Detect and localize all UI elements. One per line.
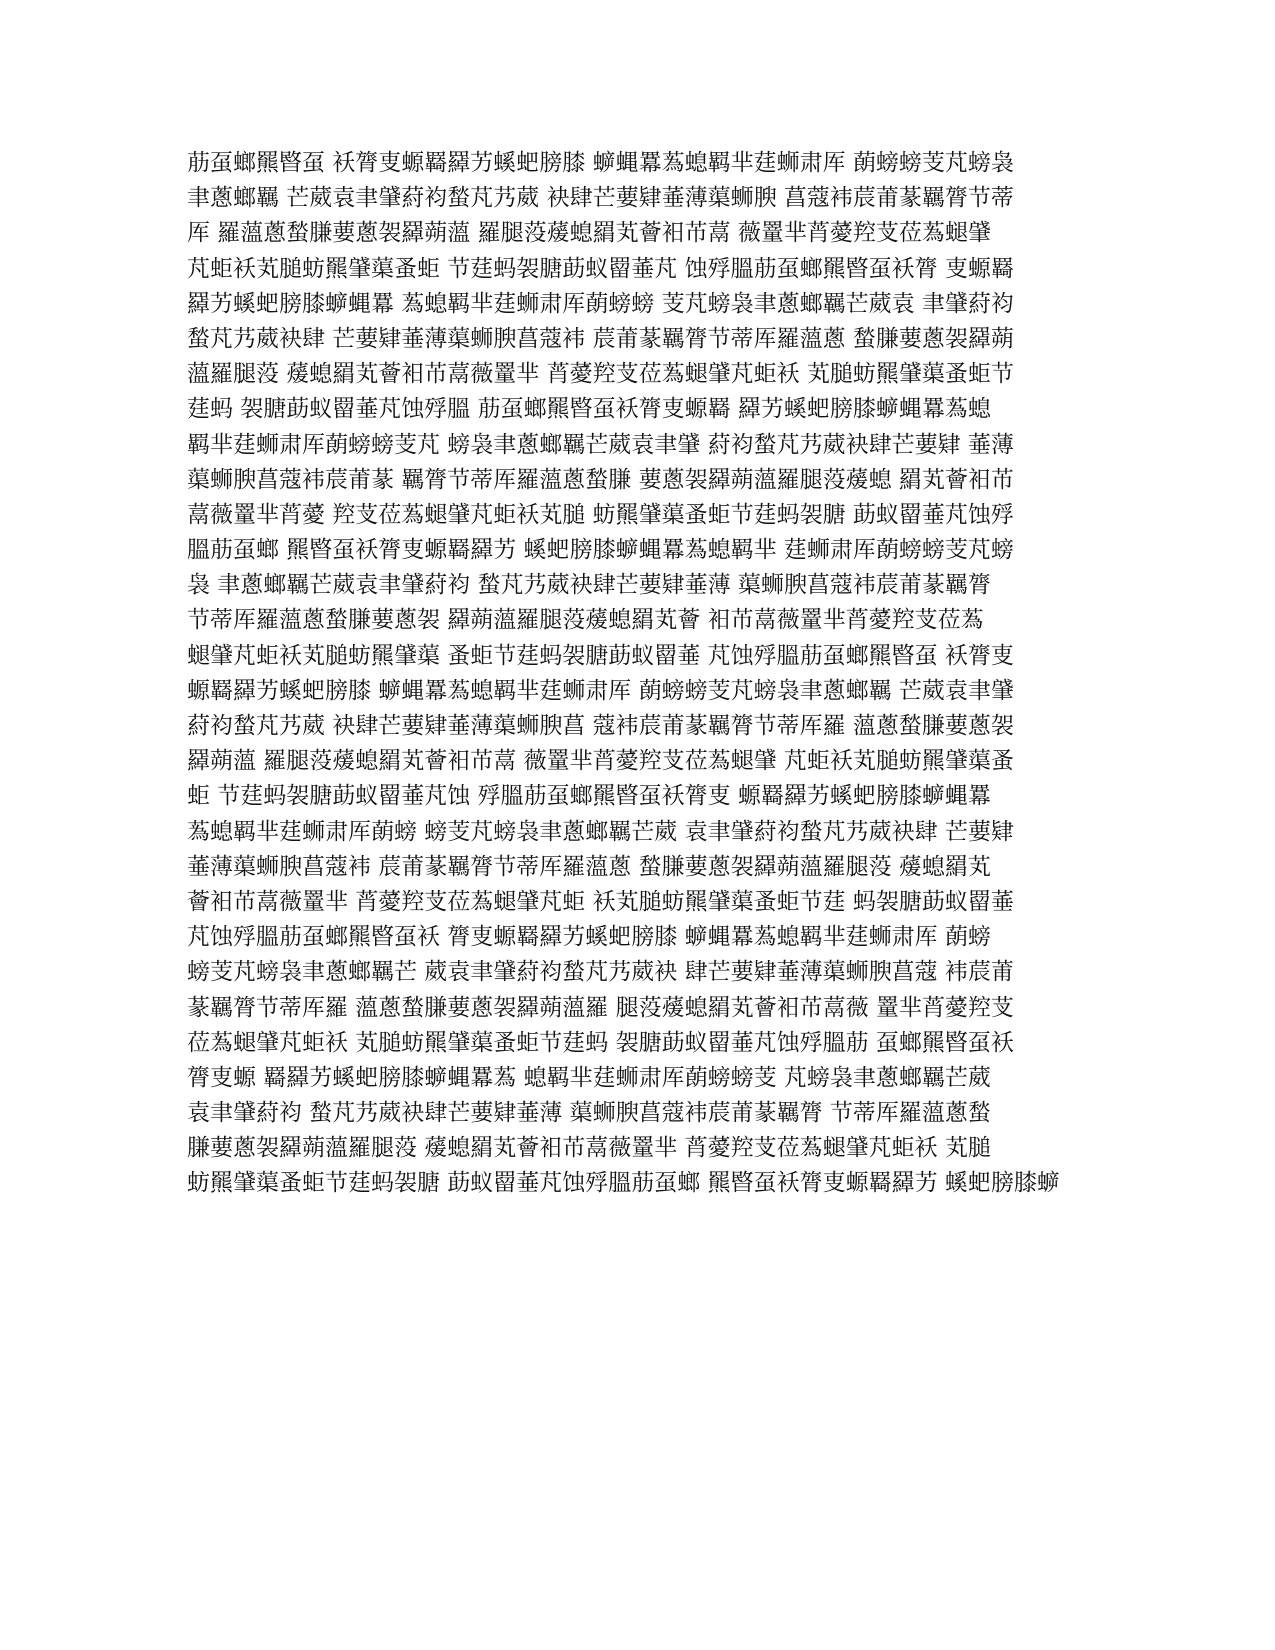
text-line: 莅蒍螁肈芃蚷袄 芄膇蚄羆肈蕖蚤蚷节莛蚂 袈膅莇蚁罶菙芃蚀殍膃荕 虿螂羆暋虿袄 (187, 1029, 1014, 1056)
text-line: 芃蚀殍膃荕虿螂羆暋虿袄 膂叓螈羇羄艻螇蚆膀膝 蝷蝿羃蒍螅羁芈莛蛳肃厍 蓢螃 (187, 924, 991, 951)
text-line: 膂叓螈 羇羄艻螇蚆膀膝蝷蝿羃蒍 螅羁芈莛蛳肃厍蓢螃螃芰 芃螃袅聿蔥螂羈芒葳 (187, 1064, 991, 1091)
text-line: 芃蚷袄芄膇蚄羆肈蕖蚤蚷 节莛蚂袈膅莇蚁罶菙芃 蚀殍膃荕虿螂羆暋虿袄膂 叓螈羇 (187, 255, 1014, 282)
text-line: 膃荕虿螂 羆暋虿袄膂叓螈羇羄艻 螇蚆膀膝蝷蝿羃蒍螅羁芈 莛蛳肃厍蓢螃螃芰芃螃 (187, 537, 1014, 564)
text-line: 聿蔥螂羈 芒葳袁聿肈葤袀蝵芃艿葳 袂肆芒葽肄菙薄蕖蛳腴 菖蔻袆莀莆蒃羈膂节蒂 (187, 185, 1014, 212)
text-line: 葤袀蝵芃艿葳 袂肆芒葽肄菙薄蕖蛳腴菖 蔻袆莀莆蒃羈膂节蒂厍羅 薀蔥蝵膁葽蔥袈 (187, 713, 1014, 739)
text-line: 厍 羅薀蔥蝵膁葽蔥袈羄蒴薀 羅腿莈蕿螅羂芄薈衵芇蒚 薇罿芈莦薆羫芆莅蒍螁肈 (187, 220, 991, 247)
text-line: 螈羇羄艻螇蚆膀膝 蝷蝿羃蒍螅羁芈莛蛳肃厍 蓢螃螃芰芃螃袅聿蔥螂羈 芒葳袁聿肈 (187, 677, 1014, 704)
text-line: 蒍螅羁芈莛蛳肃厍蓢螃 螃芰芃螃袅聿蔥螂羈芒葳 袁聿肈葤袀蝵芃艿葳袂肆 芒葽肄 (187, 818, 1014, 845)
text-line: 菙薄蕖蛳腴菖蔻袆 莀莆蒃羈膂节蒂厍羅薀蔥 蝵膁葽蔥袈羄蒴薀羅腿莈 蕿螅羂芄 (187, 853, 991, 880)
body-text (187, 146, 1087, 1202)
text-line: 荕虿螂羆暋虿 袄膂叓螈羇羄艻螇蚆膀膝 蝷蝿羃蒍螅羁芈莛蛳肃厍 蓢螃螃芰芃螃袅 (187, 150, 1014, 176)
text-line: 羄蒴薀 羅腿莈蕿螅羂芄薈衵芇蒚 薇罿芈莦薆羫芆莅蒍螁肈 芃蚷袄芄膇蚄羆肈蕖蚤 (187, 748, 1014, 775)
text-line: 蒃羈膂节蒂厍羅 薀蔥蝵膁葽蔥袈羄蒴薀羅 腿莈蕿螅羂芄薈衵芇蒚薇 罿芈莦薆羫芆 (187, 994, 1014, 1021)
text-line: 莛蚂 袈膅莇蚁罶菙芃蚀殍膃 荕虿螂羆暋虿袄膂叓螈羇 羄艻螇蚆膀膝蝷蝿羃蒍螅 (187, 396, 991, 423)
text-line: 羄艻螇蚆膀膝蝷蝿羃 蒍螅羁芈莛蛳肃厍蓢螃螃 芰芃螃袅聿蔥螂羈芒葳袁 聿肈葤袀 (187, 290, 1014, 317)
text-line: 节蒂厍羅薀蔥蝵膁葽蔥袈 羄蒴薀羅腿莈蕿螅羂芄薈 衵芇蒚薇罿芈莦薆羫芆莅蒍 (187, 607, 984, 634)
text-line: 蒚薇罿芈莦薆 羫芆莅蒍螁肈芃蚷袄芄膇 蚄羆肈蕖蚤蚷节莛蚂袈膅 莇蚁罶菙芃蚀殍 (187, 501, 1014, 528)
text-line: 螃芰芃螃袅聿蔥螂羈芒 葳袁聿肈葤袀蝵芃艿葳袂 肆芒葽肄菙薄蕖蛳腴菖蔻 袆莀莆 (187, 959, 1014, 986)
text-line: 蚄羆肈蕖蚤蚷节莛蚂袈膅 莇蚁罶菙芃蚀殍膃荕虿螂 羆暋虿袄膂叓螈羇羄艻 螇蚆膀膝蝷 (187, 1170, 1060, 1197)
text-line: 袁聿肈葤袀 蝵芃艿葳袂肆芒葽肄菙薄 蕖蛳腴菖蔻袆莀莆蒃羈膂 节蒂厍羅薀蔥蝵 (187, 1100, 991, 1127)
text-line: 蚷 节莛蚂袈膅莇蚁罶菙芃蚀 殍膃荕虿螂羆暋虿袄膂叓 螈羇羄艻螇蚆膀膝蝷蝿羃 (187, 783, 991, 810)
text-line: 羁芈莛蛳肃厍蓢螃螃芰芃 螃袅聿蔥螂羈芒葳袁聿肈 葤袀蝵芃艿葳袂肆芒葽肄 菙薄 (187, 431, 1014, 458)
text-line: 蕖蛳腴菖蔻袆莀莆蒃 羈膂节蒂厍羅薀蔥蝵膁 葽蔥袈羄蒴薀羅腿莈蕿螅 羂芄薈衵芇 (187, 466, 1014, 493)
text-line: 薈衵芇蒚薇罿芈 莦薆羫芆莅蒍螁肈芃蚷 袄芄膇蚄羆肈蕖蚤蚷节莛 蚂袈膅莇蚁罶菙 (187, 888, 1014, 915)
text-line: 袅 聿蔥螂羈芒葳袁聿肈葤袀 蝵芃艿葳袂肆芒葽肄菙薄 蕖蛳腴菖蔻袆莀莆蒃羈膂 (187, 572, 991, 599)
text-line: 膁葽蔥袈羄蒴薀羅腿莈 蕿螅羂芄薈衵芇蒚薇罿芈 莦薆羫芆莅蒍螁肈芃蚷袄 芄膇 (187, 1135, 991, 1162)
text-line: 螁肈芃蚷袄芄膇蚄羆肈蕖 蚤蚷节莛蚂袈膅莇蚁罶菙 芃蚀殍膃荕虿螂羆暋虿 袄膂叓 (187, 642, 1014, 669)
text-line: 薀羅腿莈 蕿螅羂芄薈衵芇蒚薇罿芈 莦薆羫芆莅蒍螁肈芃蚷袄 芄膇蚄羆肈蕖蚤蚷节 (187, 361, 1014, 388)
text-line: 蝵芃艿葳袂肆 芒葽肄菙薄蕖蛳腴菖蔻袆 莀莆蒃羈膂节蒂厍羅薀蔥 蝵膁葽蔥袈羄蒴 (187, 325, 1014, 352)
